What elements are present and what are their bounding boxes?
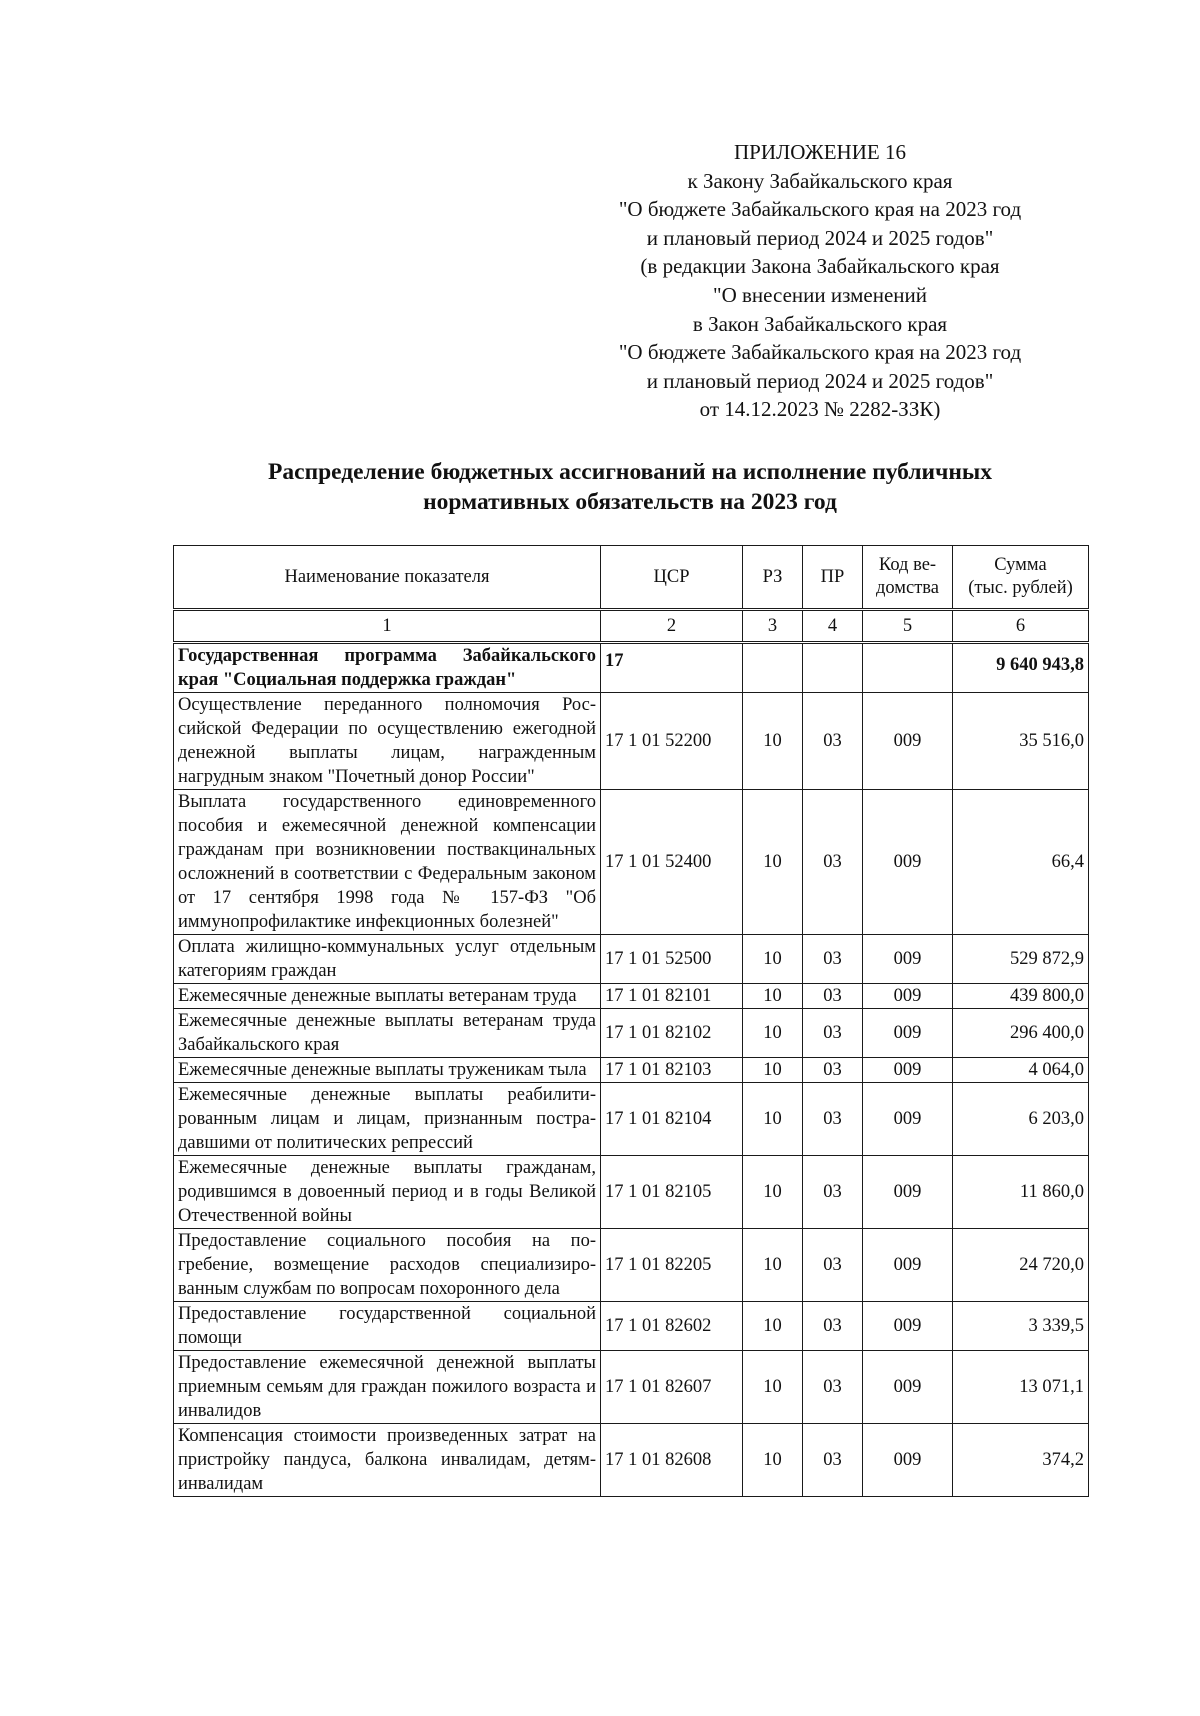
program-sum: 9 640 943,8 (953, 643, 1089, 693)
cell-ved: 009 (863, 1424, 953, 1497)
appendix-line: ПРИЛОЖЕНИЕ 16 (734, 140, 906, 164)
cell-ved: 009 (863, 935, 953, 984)
cell-csr: 17 1 01 82205 (601, 1229, 743, 1302)
cell-ved: 009 (863, 1058, 953, 1083)
table-row (174, 1058, 1089, 1083)
cell-ved: 009 (863, 693, 953, 790)
cell-rz: 10 (743, 1009, 803, 1058)
cell-csr: 17 1 01 82602 (601, 1302, 743, 1351)
cell-csr: 17 1 01 82103 (601, 1058, 743, 1083)
appendix-line: "О бюджете Забайкальского края на 2023 год (618, 340, 1022, 365)
cell-csr: 17 1 01 82608 (601, 1424, 743, 1497)
cell-csr: 17 1 01 82102 (601, 1009, 743, 1058)
program-name: Государственная программа Забайкальского края "Социальная поддержка граждан" (174, 643, 601, 693)
cell-pr: 03 (803, 984, 863, 1009)
column-number: 1 (174, 610, 601, 643)
cell-pr: 03 (803, 693, 863, 790)
cell-rz: 10 (743, 1424, 803, 1497)
cell-name: Ежемесячные денежные выплаты ветеранам труда Забайкальского края (174, 1009, 601, 1058)
cell-sum: 11 860,0 (953, 1156, 1089, 1229)
cell-sum: 13 071,1 (953, 1351, 1089, 1424)
cell-csr: 17 1 01 82101 (601, 984, 743, 1009)
table-row (174, 1424, 1089, 1497)
cell-pr: 03 (803, 1009, 863, 1058)
table-row (174, 1009, 1089, 1058)
cell-sum: 4 064,0 (953, 1058, 1089, 1083)
table-row (174, 935, 1089, 984)
table-row (174, 1302, 1089, 1351)
cell-pr: 03 (803, 1058, 863, 1083)
cell-ved: 009 (863, 1302, 953, 1351)
cell-ved: 009 (863, 984, 953, 1009)
appendix-line: "О внесении изменений (713, 282, 927, 307)
cell-sum: 66,4 (953, 790, 1089, 935)
cell-rz: 10 (743, 1083, 803, 1156)
header-ved-line2: домства (875, 578, 939, 598)
appendix-line: "О бюджете Забайкальского края на 2023 год (618, 197, 1022, 222)
header-ved-line1: Код ве- (878, 555, 937, 575)
cell-name: Предоставление государственной социальной помощи (174, 1302, 601, 1351)
cell-sum: 296 400,0 (953, 1009, 1089, 1058)
cell-name: Выплата государственного единовременного пособия и ежемесячной денежной компенсации гражданам при возникновении поствакцинальных осложнений в соответствии с Федеральным законом от 17 сентября 1998 года № 157-ФЗ "Об иммунопрофилактике инфекционных болезней" (174, 790, 601, 935)
appendix-line: и плановый период 2024 и 2025 годов" (646, 225, 994, 250)
cell-name: Предоставление ежемесячной денежной выплаты приемным семьям для граждан пожилого возраста и инвалидов (174, 1351, 601, 1424)
cell-rz: 10 (743, 693, 803, 790)
cell-name: Ежемесячные денежные выплаты гражданам, родившимся в довоенный период и в годы Великой Отечественной войны (174, 1156, 601, 1229)
header-csr: ЦСР (601, 546, 743, 610)
header-sum-line1: Сумма (994, 555, 1047, 575)
document-title (150, 457, 1110, 517)
cell-name: Ежемесячные денежные выплаты труженикам тыла (174, 1058, 601, 1083)
program-row (174, 643, 1089, 693)
program-pr (803, 643, 863, 693)
cell-csr: 17 1 01 52400 (601, 790, 743, 935)
cell-pr: 03 (803, 1229, 863, 1302)
table-row (174, 1351, 1089, 1424)
cell-pr: 03 (803, 1351, 863, 1424)
column-number: 3 (743, 610, 803, 643)
table-header-row (174, 546, 1089, 610)
cell-sum: 6 203,0 (953, 1083, 1089, 1156)
cell-pr: 03 (803, 1156, 863, 1229)
header-name: Наименование показателя (174, 546, 601, 610)
appendix-line: (в редакции Закона Забайкальского края (640, 254, 1000, 279)
cell-ved: 009 (863, 1083, 953, 1156)
cell-ved: 009 (863, 1156, 953, 1229)
cell-rz: 10 (743, 790, 803, 935)
appendix-line: в Закон Забайкальского края (692, 311, 948, 336)
cell-rz: 10 (743, 935, 803, 984)
title-line-2: нормативных обязательств на 2023 год (423, 489, 837, 515)
table-row (174, 790, 1089, 935)
header-pr: ПР (803, 546, 863, 610)
cell-ved: 009 (863, 790, 953, 935)
column-number: 6 (953, 610, 1089, 643)
header-sum (953, 546, 1089, 610)
cell-sum: 35 516,0 (953, 693, 1089, 790)
cell-rz: 10 (743, 1229, 803, 1302)
appendix-line: к Закону Забайкальского края (687, 168, 953, 193)
cell-pr: 03 (803, 790, 863, 935)
header-rz: РЗ (743, 546, 803, 610)
cell-csr: 17 1 01 52500 (601, 935, 743, 984)
column-number: 2 (601, 610, 743, 643)
table-row (174, 693, 1089, 790)
cell-sum: 24 720,0 (953, 1229, 1089, 1302)
cell-name: Ежемесячные денежные выплаты ветеранам труда (174, 984, 601, 1009)
cell-sum: 3 339,5 (953, 1302, 1089, 1351)
cell-rz: 10 (743, 1156, 803, 1229)
cell-name: Предоставление социального пособия на погребение, возмещение расходов специализированным службам по вопросам похоронного дела (174, 1229, 601, 1302)
program-csr: 17 (601, 643, 743, 693)
column-number: 5 (863, 610, 953, 643)
column-number-row (174, 610, 1089, 643)
budget-table (173, 545, 1089, 1497)
cell-csr: 17 1 01 82607 (601, 1351, 743, 1424)
appendix-line: от 14.12.2023 № 2282-ЗЗК) (699, 397, 941, 422)
header-sum-line2: (тыс. рублей) (968, 578, 1073, 598)
cell-sum: 439 800,0 (953, 984, 1089, 1009)
cell-pr: 03 (803, 1424, 863, 1497)
appendix-line: и плановый период 2024 и 2025 годов" (646, 368, 994, 393)
cell-pr: 03 (803, 1083, 863, 1156)
cell-name: Ежемесячные денежные выплаты реабилитированным лицам и лицам, признанным пострадавшими от политических репрессий (174, 1083, 601, 1156)
table-row (174, 1083, 1089, 1156)
cell-csr: 17 1 01 82105 (601, 1156, 743, 1229)
column-number: 4 (803, 610, 863, 643)
cell-pr: 03 (803, 935, 863, 984)
cell-ved: 009 (863, 1009, 953, 1058)
table-row (174, 1156, 1089, 1229)
cell-rz: 10 (743, 1351, 803, 1424)
cell-ved: 009 (863, 1351, 953, 1424)
cell-pr: 03 (803, 1302, 863, 1351)
cell-sum: 374,2 (953, 1424, 1089, 1497)
cell-csr: 17 1 01 52200 (601, 693, 743, 790)
cell-name: Оплата жилищно-коммунальных услуг отдельным категориям граждан (174, 935, 601, 984)
cell-rz: 10 (743, 1058, 803, 1083)
program-ved (863, 643, 953, 693)
table-row (174, 984, 1089, 1009)
appendix-block (560, 138, 1080, 424)
cell-name: Компенсация стоимости произведенных затрат на пристройку пандуса, балкона инвалидам, детям-инвалидам (174, 1424, 601, 1497)
cell-rz: 10 (743, 984, 803, 1009)
table-row (174, 1229, 1089, 1302)
cell-rz: 10 (743, 1302, 803, 1351)
header-ved (863, 546, 953, 610)
program-rz (743, 643, 803, 693)
cell-name: Осуществление переданного полномочия Российской Федерации по осуществлению ежегодной денежной выплаты лицам, награжденным нагрудным знаком "Почетный донор России" (174, 693, 601, 790)
data-rows (174, 693, 1089, 1497)
title-line-1: Распределение бюджетных ассигнований на исполнение публичных (268, 459, 992, 485)
cell-sum: 529 872,9 (953, 935, 1089, 984)
cell-ved: 009 (863, 1229, 953, 1302)
cell-csr: 17 1 01 82104 (601, 1083, 743, 1156)
